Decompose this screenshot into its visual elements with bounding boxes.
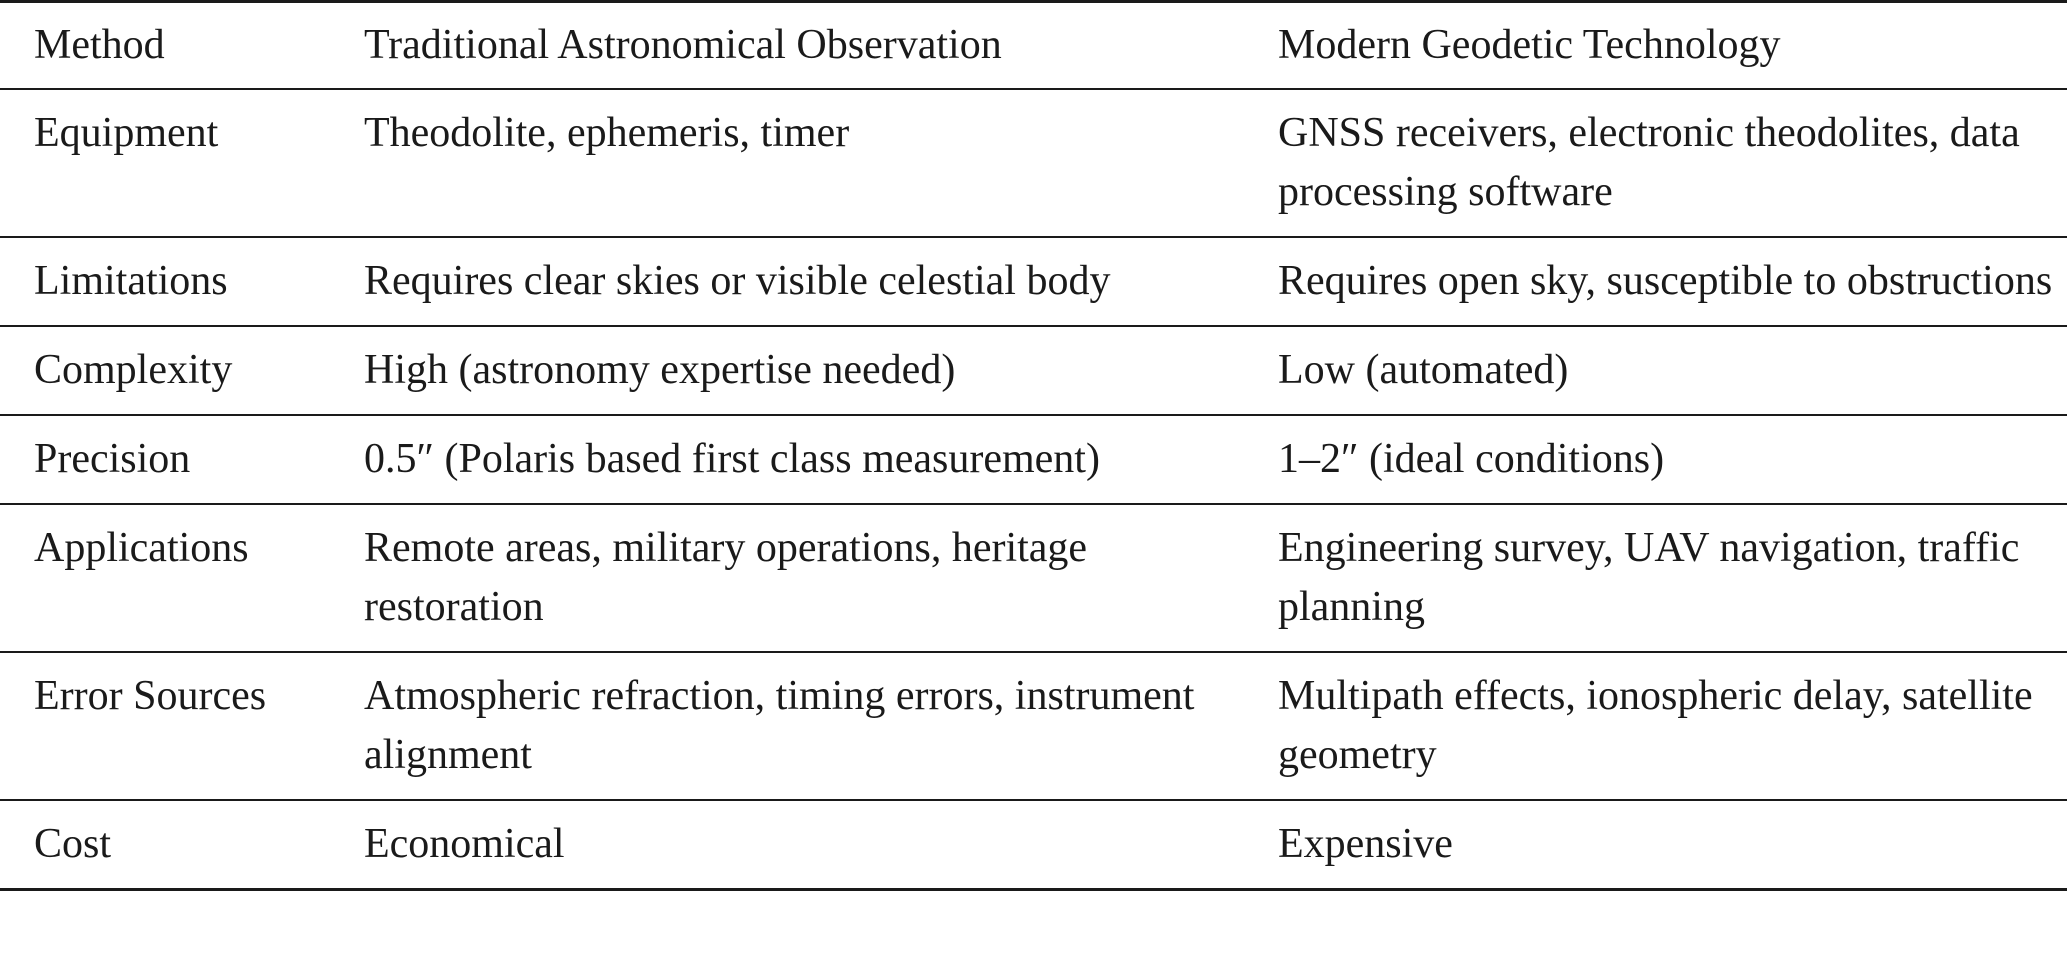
- table-row: [0, 89, 2067, 237]
- modern-cell: Engineering survey, UAV navigation, traffic planning: [1244, 504, 2067, 652]
- traditional-cell: 0.5″ (Polaris based first class measurement): [330, 415, 1244, 504]
- table-row: [0, 237, 2067, 326]
- traditional-cell: Economical: [330, 800, 1244, 890]
- traditional-cell: Atmospheric refraction, timing errors, instrument alignment: [330, 652, 1244, 800]
- modern-cell: Requires open sky, susceptible to obstructions: [1244, 237, 2067, 326]
- header-method: Method: [0, 2, 330, 90]
- traditional-cell: Theodolite, ephemeris, timer: [330, 89, 1244, 237]
- row-label: Cost: [0, 800, 330, 890]
- modern-cell: Multipath effects, ionospheric delay, satellite geometry: [1244, 652, 2067, 800]
- traditional-cell: Remote areas, military operations, heritage restoration: [330, 504, 1244, 652]
- header-traditional: Traditional Astronomical Observation: [330, 2, 1244, 90]
- traditional-cell: High (astronomy expertise needed): [330, 326, 1244, 415]
- table-row: [0, 415, 2067, 504]
- row-label: Limitations: [0, 237, 330, 326]
- modern-cell: Low (automated): [1244, 326, 2067, 415]
- table-row: [0, 326, 2067, 415]
- header-modern: Modern Geodetic Technology: [1244, 2, 2067, 90]
- table-header: [0, 2, 2067, 90]
- table-row: [0, 504, 2067, 652]
- table-body: [0, 89, 2067, 890]
- table-row: [0, 652, 2067, 800]
- modern-cell: GNSS receivers, electronic theodolites, data processing software: [1244, 89, 2067, 237]
- row-label: Precision: [0, 415, 330, 504]
- row-label: Applications: [0, 504, 330, 652]
- row-label: Complexity: [0, 326, 330, 415]
- row-label: Error Sources: [0, 652, 330, 800]
- row-label: Equipment: [0, 89, 330, 237]
- header-row: [0, 2, 2067, 90]
- table-row: [0, 800, 2067, 890]
- modern-cell: 1–2″ (ideal conditions): [1244, 415, 2067, 504]
- traditional-cell: Requires clear skies or visible celestial body: [330, 237, 1244, 326]
- modern-cell: Expensive: [1244, 800, 2067, 890]
